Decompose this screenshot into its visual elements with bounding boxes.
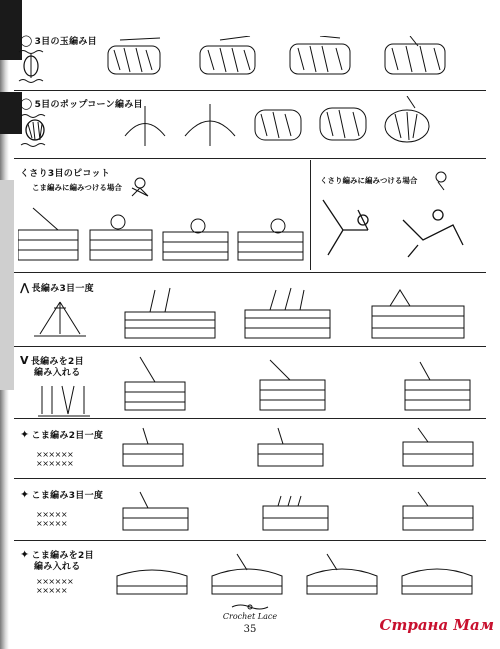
sc2tog-illustrations <box>118 426 478 470</box>
section-title: ◯ 5目のポップコーン編み目 <box>20 97 143 110</box>
page-fold <box>0 180 14 390</box>
subtitle-left: こま編みに編みつける場合 <box>32 183 122 192</box>
section-title: V 長編みを2目 <box>20 354 84 367</box>
divider <box>14 90 486 91</box>
footer-book-name: Crochet Lace <box>222 612 278 621</box>
divider <box>14 158 486 159</box>
dc3tog-illustrations <box>120 284 480 342</box>
popcorn-chart-symbol <box>18 112 52 148</box>
dc-inc-illustrations <box>120 352 480 414</box>
divider <box>14 346 486 347</box>
picot-symbol <box>128 174 152 198</box>
divider <box>14 540 486 541</box>
dc-inc-chart <box>34 382 94 418</box>
footer-ornament <box>230 603 270 611</box>
subtitle-right: くさり編みに編みつける場合 <box>320 176 418 185</box>
divider <box>14 478 486 479</box>
picot-symbol <box>430 170 452 192</box>
picot-sc-illustrations <box>18 200 308 265</box>
section-title: くさり3目のピコット <box>20 169 111 179</box>
section-title-line2: 編み入れる <box>34 562 81 572</box>
page-number: 35 <box>243 624 257 635</box>
section-title: ⋀ 長編み3目一度 <box>20 281 94 294</box>
sc3tog-illustrations <box>118 490 478 534</box>
bobble-chart-symbol <box>16 48 46 84</box>
popcorn-stitch-illustrations <box>115 96 485 152</box>
sc2tog-chart: ×××××× ×××××× <box>36 450 74 468</box>
bobble-stitch-illustrations <box>100 36 480 84</box>
divider <box>14 272 486 273</box>
sc-inc-chart: ×××××× ××××× <box>36 577 74 595</box>
dc3tog-chart <box>30 298 90 340</box>
section-title: ◯ 3目の玉編み目 <box>20 34 97 47</box>
section-title: ✦ こま編みを2目 <box>20 548 94 561</box>
divider-vertical <box>310 160 311 270</box>
sc3tog-chart: ××××× ××××× <box>36 510 68 528</box>
section-title-line2: 編み入れる <box>34 368 81 378</box>
divider <box>14 418 486 419</box>
section-title: ✦ こま編み3目一度 <box>20 488 104 501</box>
watermark: Страна Мам <box>379 616 494 634</box>
sc-inc-illustrations <box>112 546 482 598</box>
picot-chain-illustrations <box>318 190 468 262</box>
section-title: ✦ こま編み2目一度 <box>20 428 104 441</box>
